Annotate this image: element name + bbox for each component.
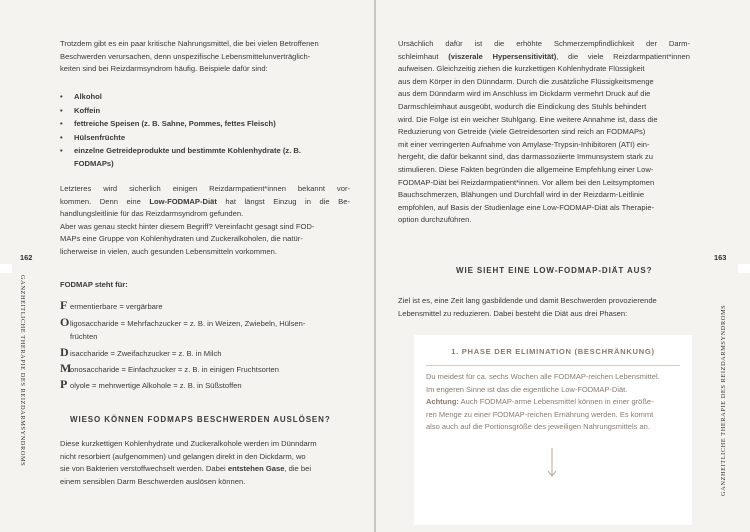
text-line: ren Menge zu einer FODMAP-reichen Ernährung werden. Es kommt <box>426 409 654 419</box>
text-line: Du meidest für ca. sechs Wochen alle FODMAP-reichen Lebensmittel. <box>426 372 660 381</box>
text-line: FODMAP-Diät bei Reizdarmpatient*innen. Vor allem bei den Leitsymptomen <box>398 177 655 187</box>
fodmap-letter: D <box>60 345 69 359</box>
intro-line: keiten sind bei Reizdarmsyndrom häufig. Beispiele dafür sind: <box>60 64 268 74</box>
fodmap-letter: P <box>60 377 68 391</box>
text-line: Achtung: Auch FODMAP-arme Lebensmittel können in einer größe- <box>426 397 654 407</box>
section-heading: WIESO KÖNNEN FODMAPS BESCHWERDEN AUSLÖSEN? <box>70 415 331 424</box>
intro-paragraph <box>60 38 350 76</box>
text-line: also auch auf die Portionsgröße des jeweiligen Nahrungsmittels an. <box>426 422 650 432</box>
bullet-text: Hülsenfrüchte <box>74 133 126 142</box>
text-line: einem sensiblen Darm Beschwerden auslösen können. <box>60 476 246 486</box>
text-line: hergeht, die dafür bekannt sind, das darmassoziierte Immunsystem stark zu <box>398 152 653 162</box>
page-tab <box>0 264 12 273</box>
text-line: Letzteres wird sicherlich einigen Reizdarmpatient*innen bekannt vor- <box>60 184 350 193</box>
paragraph-goal <box>398 295 690 320</box>
fodmap-title: FODMAP steht für: <box>60 280 128 289</box>
phase-title: 1. PHASE DER ELIMINATION (BESCHRÄNKUNG) <box>451 347 655 356</box>
bullet-text: FODMAPs) <box>74 159 114 168</box>
fodmap-text: früchten <box>70 332 98 341</box>
bullet-text: Koffein <box>74 106 101 115</box>
text-line: aus dem Dünndarm wird im Anschluss im Dickdarm vermehrt Druck auf die <box>398 89 651 99</box>
running-head: GANZHEITLICHE THERAPIE DES REIZDARMSYNDROMS <box>720 304 727 496</box>
text-line: Ursächlich dafür ist die erhöhte Schmerzempfindlichkeit der Darm- <box>398 39 690 48</box>
paragraph-gases <box>60 438 350 488</box>
fodmap-letter: F <box>60 298 68 312</box>
text-line: schleimhaut (viszerale Hypersensitivität), die viele Reizdarmpatient*innen <box>398 51 690 61</box>
text-line: Ziel ist es, eine Zeit lang gasbildende und damit Beschwerden provozierende <box>398 296 657 305</box>
fodmap-letter: O <box>60 315 70 329</box>
text-line: stimulieren. Diese Fakten begründen die allgemeine Empfehlung einer Low- <box>398 164 654 174</box>
bullet-text: Alkohol <box>74 92 102 101</box>
text-line: Aber was genau steckt hinter diesem Begriff? Vereinfacht gesagt sind FOD- <box>60 221 315 231</box>
section-heading: WIE SIEHT EINE LOW-FODMAP-DIÄT AUS? <box>456 266 653 275</box>
text-line: aufweisen. Gleichzeitig ziehen die kurzkettigen Kohlenhydrate Flüssigkeit <box>398 64 645 74</box>
phase-text <box>426 371 688 434</box>
text-line: handlungsleitlinie für das Reizdarmsyndrom gefunden. <box>60 209 244 219</box>
bullet-text: einzelne Getreideprodukte und bestimmte Kohlenhydrate (z. B. <box>74 146 302 155</box>
text-line: sie von Bakterien verstoffwechselt werden. Dabei entstehen Gase, die bei <box>60 464 312 474</box>
text-line: nicht resorbiert (aufgenommen) und gelangen direkt in den Dickdarm, wo <box>60 451 306 461</box>
text-line: Darmschleimhaut ausgeübt, wodurch die Eindickung des Stuhls behindert <box>398 101 647 111</box>
fodmap-text: ligosaccharide = Mehrfachzucker = z. B. in Weizen, Zwiebeln, Hülsen- <box>70 319 306 328</box>
fodmap-text: isaccharide = Zweifachzucker = z. B. in Milch <box>70 349 222 358</box>
running-head: GANZHEITLICHE THERAPIE DES REIZDARMSYNDROMS <box>19 275 26 467</box>
phase-divider <box>426 365 680 366</box>
paragraph-low-fodmap <box>60 183 350 259</box>
text-line: mit einer verringerten Aufnahme von Amylase-Trypsin-Inhibitoren (ATI) ein- <box>398 139 650 149</box>
bullet-text: fettreiche Speisen (z. B. Sahne, Pommes, fettes Fleisch) <box>74 119 276 128</box>
left-page: Trotzdem gibt es ein paar kritische Nahrungsmittel, die bei vielen Betroffenen Beschwerden verursachen, denn unspezifische Lebensmittelunverträglich- keiten sind bei Reizdarmsyndrom häufig. Beispiele dafür sind: • Alkohol • Koffein • fettreiche Speisen (z. B. Sahne, Pommes, fettes Fleisch) • Hülsenfrüchte • einzelne Getreideprodukte und bestimmte Kohlenhydrate (z. B. FODMAPs) Letzteres wird sicherlich einigen Reizdarmpatient*innen bekannt vor- kommen. Denn eine Low-FODMAP-Diät hat längst Einzug in die Be- handlungsleitlinie für das Reizdarmsyndrom gefunden. Aber was genau steckt hinter diesem Begriff? Vereinfacht gesagt sind FOD- MAPs eine Gruppe von Kohlenhydraten und Zuckeralkoholen, die natür- licherweise in vielen, auch gesunden Lebensmitteln vorkommen. FODMAP steht für: F ermentierbare = vergärbare O ligosaccharide = Mehrfachzucker = z. B. in Weizen, Zwiebeln, Hülsen- früchten D isaccharide = Zweifachzucker = z. B. in Milch M onosaccharide = Einfachzucker = z. B. in einigen Fruchtsorten P olyole = mehrwertige Alkohole = z. B. in Süßstoffen WIESO KÖNNEN FODMAPS BESCHWERDEN AUSLÖSEN? Diese kurzkettigen Kohlenhydrate und Zuckeralkohole werden im Dünndarm nicht resorbiert (aufgenommen) und gelangen direkt in den Dickdarm, wo sie von Bakterien verstoffwechselt werden. Dabei entstehen Gase, die bei einem sensiblen Darm Beschwerden auslösen können. 162 GANZHEITLICHE THERAPIE DES REIZDARMSYNDROMS <box>0 0 374 532</box>
fodmap-text: ermentierbare = vergärbare <box>70 302 163 311</box>
text-line: Diese kurzkettigen Kohlenhydrate und Zuckeralkohole werden im Dünndarm <box>60 439 317 448</box>
intro-line: Beschwerden verursachen, denn unspezifische Lebensmittelunverträglich- <box>60 51 311 61</box>
page-number: 163 <box>714 253 727 262</box>
text-line: licherweise in vielen, auch gesunden Lebensmitteln vorkommen. <box>60 246 277 256</box>
intro-line: Trotzdem gibt es ein paar kritische Nahrungsmittel, die bei vielen Betroffenen <box>60 39 319 48</box>
text-line: MAPs eine Gruppe von Kohlenhydraten und Zuckeralkoholen, die natür- <box>60 234 303 244</box>
text-line: kommen. Denn eine Low-FODMAP-Diät hat längst Einzug in die Be- <box>60 196 350 206</box>
phase-box <box>414 335 692 525</box>
text-line: option durchzuführen. <box>398 215 472 225</box>
page-tab <box>738 264 750 273</box>
text-line: empfohlen, auf Basis der Studienlage eine Low-FODMAP-Diät als Therapie- <box>398 202 655 212</box>
text-line: aus dem Körper in den Dünndarm. Durch die zusätzliche Flüssigkeitsmenge <box>398 76 654 86</box>
text-line: Im engeren Sinne ist das die eigentliche Low-FODMAP-Diät. <box>426 384 628 394</box>
text-line: Bauchschmerzen, Blähungen und Durchfall wird in der Reizdarm-Leitlinie <box>398 190 645 200</box>
page-number: 162 <box>20 253 33 262</box>
fodmap-text: onosaccharide = Einfachzucker = z. B. in einigen Fruchtsorten <box>70 365 279 374</box>
fodmap-text: olyole = mehrwertige Alkohole = z. B. in Süßstoffen <box>70 381 242 390</box>
paragraph-sensitivity <box>398 38 690 227</box>
text-line: Reduzierung von Getreide (viele Getreidesorten sind reich an FODMAPs) <box>398 127 646 137</box>
text-line: Lebensmittel zu reduzieren. Dabei besteht die Diät aus drei Phasen: <box>398 308 628 318</box>
fodmap-letter: M <box>60 361 72 375</box>
arrow-down-icon <box>545 447 559 479</box>
text-line: wird. Die Folge ist ein weicher Stuhlgang. Eine weitere Annahme ist, dass die <box>398 114 658 124</box>
